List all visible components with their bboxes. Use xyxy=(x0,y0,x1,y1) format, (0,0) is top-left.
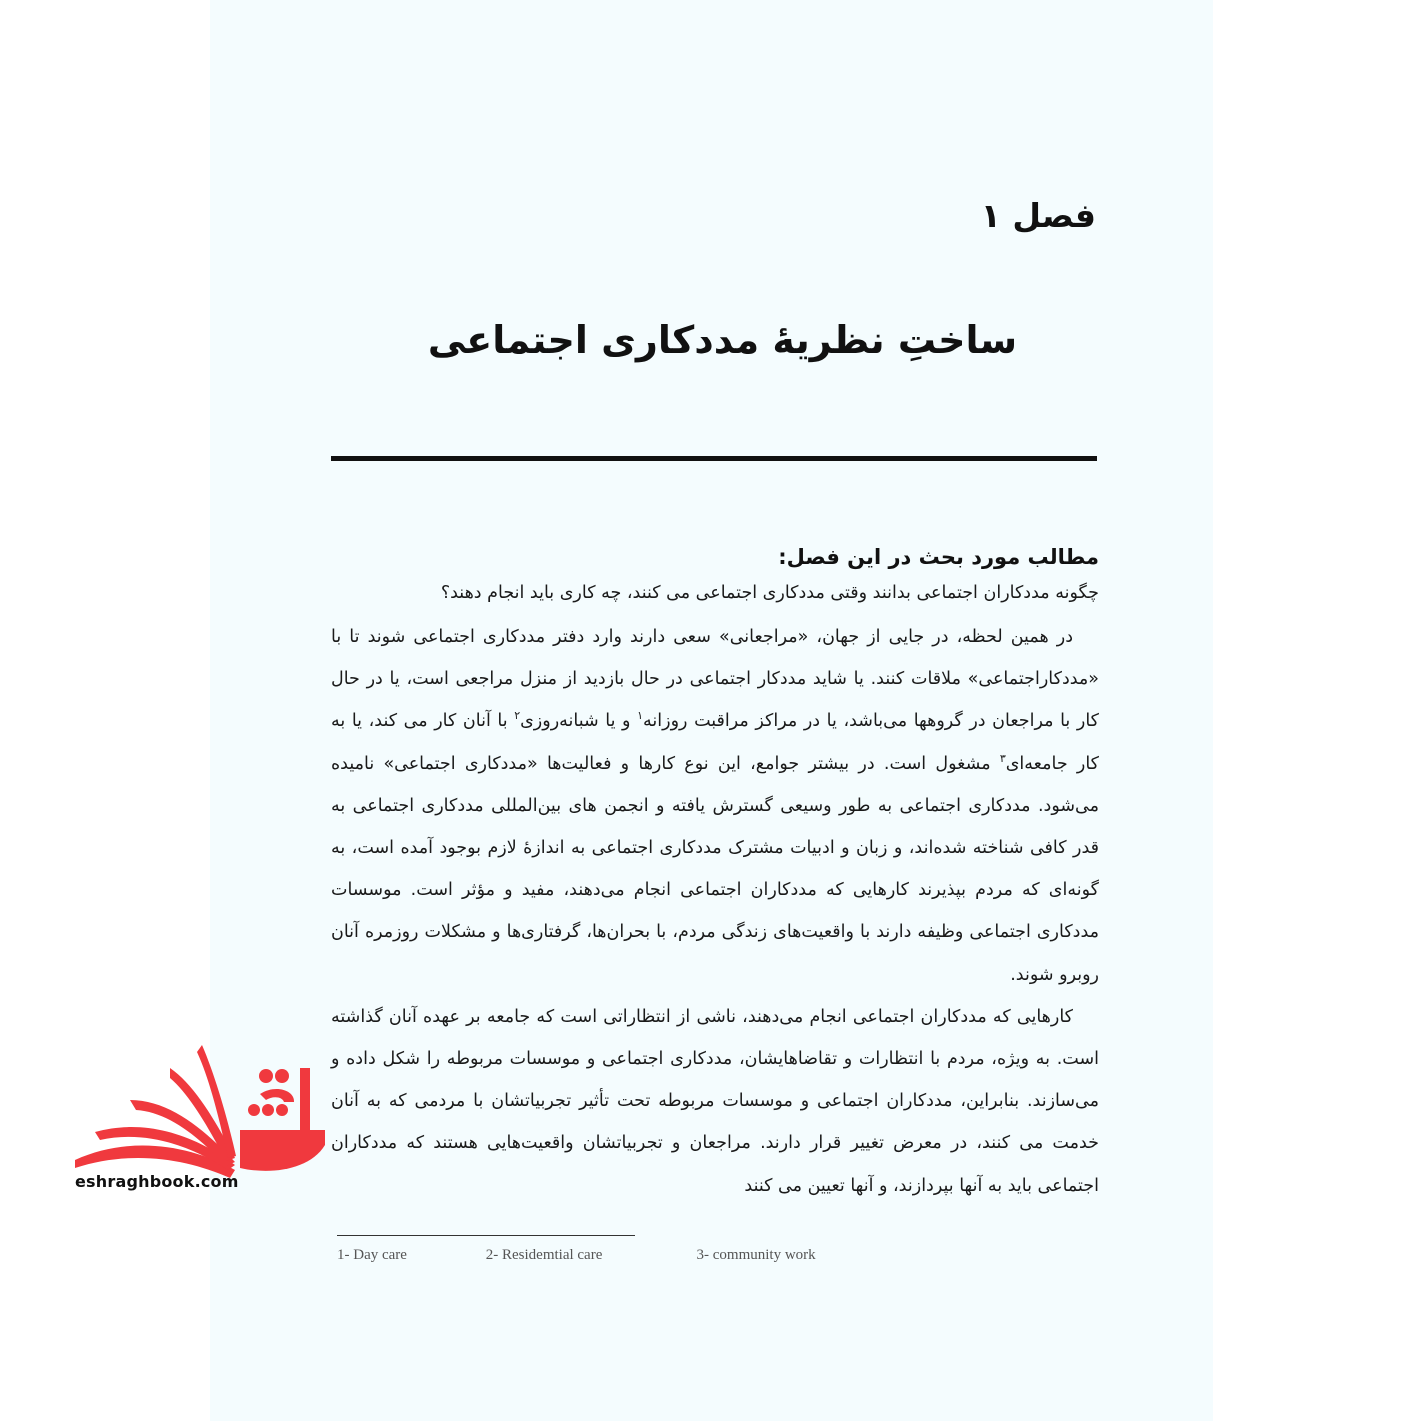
chapter-title-text: ساختِ نظریهٔ مددکاری اجتماعی xyxy=(427,318,1018,362)
title-divider xyxy=(331,456,1097,461)
watermark-url: eshraghbook.com xyxy=(75,1172,239,1191)
watermark-logo xyxy=(70,1040,370,1200)
book-page xyxy=(210,0,1213,1421)
paragraph-text: در همین لحظه، در جایی از جهان، «مراجعانی» سعی دارند وارد دفتر مددکاری اجتماعی شوند تا با «مددکاراجتماعی» ملاقات کنند. یا شاید مددکار اجتماعی در حال بازدید از منزل مراجعی است، یا در حال کار با مراجعان در گروهها می‌باشد، یا در مراکز مراقبت روزانه xyxy=(331,627,1099,732)
footnote-1: 1- Day care xyxy=(337,1247,407,1263)
footnote-2: 2- Residemtial care xyxy=(485,1247,603,1263)
footnote-ref-1[interactable]: ۱ xyxy=(637,709,644,723)
paragraph: کارهایی که مددکاران اجتماعی انجام می‌دهند، ناشی از انتظاراتی است که جامعه بر عهده آنان گذاشته است. به ویژه، مردم با انتظارات و تقاضاهایشان، مددکاری اجتماعی و موسسات مربوطه را شکل داده و می‌سازند. بنابراین، مددکاران اجتماعی و موسسات مربوطه تحت تأثیر تجربیاتشان با مردمی که به آنان خدمت می کنند، در معرض تغییر قرار دارند. مراجعان و تجربیاتشان واقعیت‌هایی هستند که مددکاران اجتماعی باید به آنها بپردازند، و آنها تعیین می کنند xyxy=(331,1006,1099,1196)
chapter-body xyxy=(331,540,1099,1207)
paragraph-text: و یا شبانه‌روزی xyxy=(520,711,638,732)
chapter-label: فصل ۱ xyxy=(980,196,1096,235)
topics-question: چگونه مددکاران اجتماعی بدانند وقتی مددکاری اجتماعی می کنند، چه کاری باید انجام دهند؟ xyxy=(440,583,1099,603)
chapter-title xyxy=(210,318,1213,362)
footnote-ref-2[interactable]: ۲ xyxy=(514,709,521,723)
footnotes xyxy=(337,1247,816,1264)
paragraph xyxy=(331,616,1099,996)
open-book-icon xyxy=(70,1040,370,1180)
footnote-divider xyxy=(337,1235,635,1236)
topics-heading: مطالب مورد بحث در این فصل: xyxy=(778,545,1099,569)
footnote-3: 3- community work xyxy=(696,1247,816,1263)
paragraph-text: مشغول است. در بیشتر جوامع، این نوع کارها و فعالیت‌ها «مددکاری اجتماعی» نامیده می‌شود. مددکاری اجتماعی به طور وسیعی گسترش یافته و انجمن های بین‌المللی مددکاری اجتماعی به قدر کافی شناخته شده‌اند، و زبان و ادبیات مشترک مددکاری اجتماعی به اندازهٔ لازم بوجود آمده است، به گونه‌ای که مردم بپذیرند کارهایی که مددکاران اجتماعی انجام می‌دهند، مفید و مؤثر است. موسسات مددکاری اجتماعی وظیفه دارند با واقعیت‌های زندگی مردم، با بحران‌ها، گرفتاری‌ها و مشکلات روزمره آنان روبرو شوند. xyxy=(331,753,1099,985)
paragraph-text: با آنان کار می کند، یا به کار جامعه‌ای xyxy=(331,711,1099,774)
footnote-ref-3[interactable]: ۳ xyxy=(999,751,1006,765)
